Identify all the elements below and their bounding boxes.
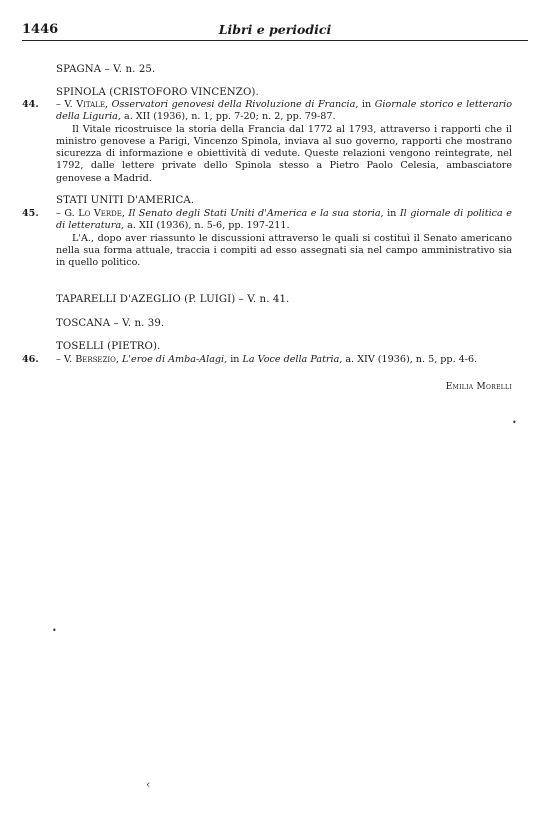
section-heading-spinola: SPINOLA (CRISTOFORO VINCENZO). bbox=[56, 87, 259, 98]
entry-title: Il Senato degli Stati Uniti d'America e la sua storia, bbox=[128, 208, 384, 219]
scan-speck: • bbox=[52, 626, 57, 635]
entry-citation bbox=[22, 354, 512, 366]
author-signature: Emilia Morelli bbox=[445, 382, 512, 392]
entry-citation bbox=[22, 99, 512, 123]
page-number: 1446 bbox=[22, 22, 59, 37]
section-heading-toscana: TOSCANA – V. n. 39. bbox=[56, 318, 165, 329]
section-heading-toselli: TOSELLI (PIETRO). bbox=[56, 341, 161, 352]
entry-author: V. Vitale, bbox=[64, 99, 109, 110]
entry-description: L'A., dopo aver riassunto le discussioni attraverso le quali si costituì il Senato americano nella sua forma attuale, traccia i compiti ad esso assegnati sia nel campo amministrativo sia in quello politico. bbox=[56, 233, 512, 269]
entry-in: in bbox=[358, 99, 375, 110]
section-heading-taparelli: TAPARELLI D'AZEGLIO (P. LUIGI) – V. n. 41. bbox=[56, 294, 290, 305]
entry-in: in bbox=[227, 354, 243, 365]
entry-citation bbox=[22, 208, 512, 232]
entry-author: V. Bersezio, bbox=[63, 354, 119, 365]
entry-journal: Il giornale di politica e di letteratura, bbox=[56, 208, 512, 232]
entry-journal: La Voce della Patria, bbox=[242, 354, 343, 365]
entry-title: L'eroe di Amba-Alagi, bbox=[122, 354, 228, 365]
entry-author: G. Lo Verde, bbox=[64, 208, 125, 219]
scan-speck: ‹ bbox=[146, 778, 151, 791]
page-header bbox=[22, 20, 528, 41]
entry-dash: – bbox=[56, 208, 65, 219]
running-title: Libri e periodici bbox=[218, 22, 332, 37]
entry-description: Il Vitale ricostruisce la storia della Francia dal 1772 al 1793, attraverso i rapporti che il ministro genovese a Parigi, Vincenzo Spinola, inviava al suo governo, rapporti che mostrano sicurezza di informazione e obiettività di vedute. Queste relazioni vengono reintegrate, nel 1792, dalle lettere private dello Spinola stesso a Pietro Paolo Celesia, ambasciatore genovese a Madrid. bbox=[56, 124, 512, 184]
scan-speck: • bbox=[512, 418, 517, 427]
entry-number: 45. bbox=[22, 208, 39, 219]
bibliography-entry-45 bbox=[22, 208, 512, 269]
entry-details: a. XII (1936), n. 5-6, pp. 197-211. bbox=[124, 220, 290, 232]
entry-details: a. XII (1936), n. 1, pp. 7-20; n. 2, pp. 79-87. bbox=[120, 111, 336, 123]
entry-in: in bbox=[383, 208, 400, 219]
entry-title: Osservatori genovesi della Rivoluzione di Francia, bbox=[111, 99, 359, 110]
bibliography-entry-44 bbox=[22, 99, 512, 185]
entry-dash: – bbox=[56, 99, 65, 110]
entry-dash: – bbox=[56, 354, 64, 365]
entry-number: 46. bbox=[22, 354, 39, 365]
section-heading-spagna: SPAGNA – V. n. 25. bbox=[56, 64, 156, 75]
entry-journal: Giornale storico e letterario della Liguria, bbox=[56, 99, 512, 123]
bibliography-entry-46 bbox=[22, 354, 512, 366]
entry-details: a. XIV (1936), n. 5, pp. 4-6. bbox=[342, 354, 478, 365]
entry-number: 44. bbox=[22, 99, 39, 110]
section-heading-stati-uniti: STATI UNITI D'AMERICA. bbox=[56, 195, 195, 206]
